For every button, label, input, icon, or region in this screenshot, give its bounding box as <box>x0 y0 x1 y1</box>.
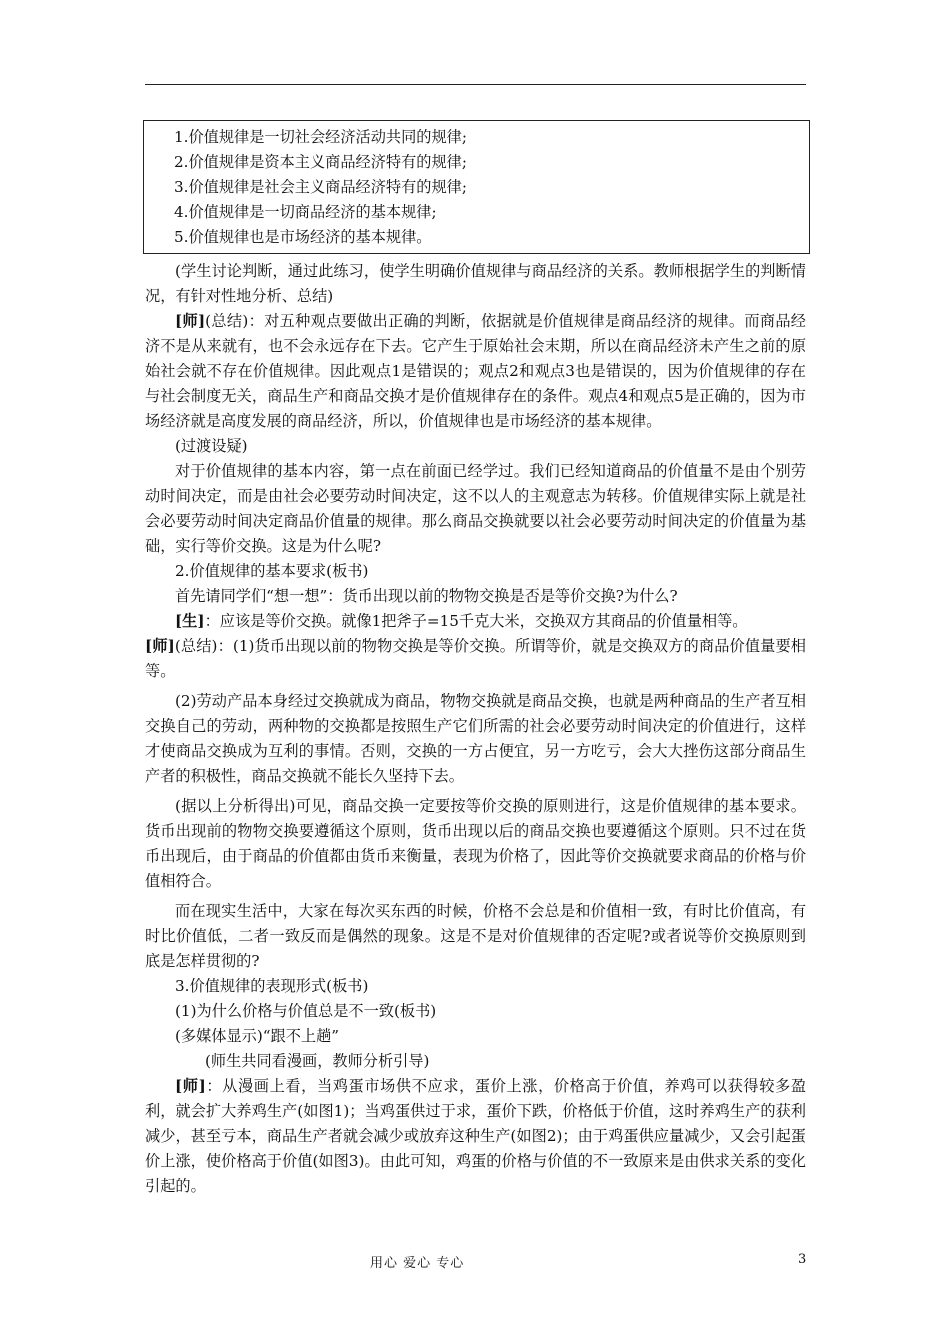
teacher-tag: [师] <box>175 1077 206 1095</box>
document-body <box>145 120 806 1199</box>
statement-3: 3.价值规律是社会主义商品经济特有的规律; <box>174 178 467 196</box>
heading-basic-requirement: 2.价值规律的基本要求(板书) <box>175 562 369 580</box>
statement-2: 2.价值规律是资本主义商品经济特有的规律; <box>174 153 467 171</box>
header-rule <box>145 84 806 85</box>
paragraph-labor-exchange: (2)劳动产品本身经过交换就成为商品，物物交换就是商品交换，也就是两种商品的生产者互相交换自己的劳动，两种物的交换都是按照生产它们所需的社会必要劳动时间决定的价值进行，这样才使商品交换成为互利的事情。否则，交换的一方占便宜，另一方吃亏，会大大挫伤这部分商品生产者的积极性，商品交换就不能长久坚持下去。 <box>145 692 806 785</box>
statement-1: 1.价值规律是一切社会经济活动共同的规律; <box>174 128 467 146</box>
paragraph-teacher-comic-analysis <box>145 1074 806 1199</box>
page-number: 3 <box>798 1252 807 1267</box>
heading-expression-form: 3.价值规律的表现形式(板书) <box>175 977 369 995</box>
paragraph-text: (总结)：对五种观点要做出正确的判断，依据就是价值规律是商品经济的规律。而商品经济不是从来就有，也不会永远存在下去。它产生于原始社会末期，所以在商品经济未产生之前的原始社会就不存在价值规律。因此观点1是错误的；观点2和观点3也是错误的，因为价值规律的存在与社会制度无关，商品生产和商品交换才是价值规律存在的条件。观点4和观点5是正确的，因为市场经济就是高度发展的商品经济，所以，价值规律也是市场经济的基本规律。 <box>145 312 806 430</box>
paragraph-text: ：从漫画上看，当鸡蛋市场供不应求，蛋价上涨，价格高于价值，养鸡可以获得较多盈利，就会扩大养鸡生产(如图1)；当鸡蛋供过于求，蛋价下跌，价格低于价值，这时养鸡生产的获利减少，甚至亏本，商品生产者就会减少或放弃这种生产(如图2)；由于鸡蛋供应量减少，又会引起蛋价上涨，使价格高于价值(如图3)。由此可知，鸡蛋的价格与价值的不一致原来是由供求关系的变化引起的。 <box>145 1077 807 1195</box>
paragraph-text: (总结)：(1)货币出现以前的物物交换是等价交换。所谓等价，就是交换双方的商品价值量要相等。 <box>145 637 806 680</box>
paragraph-basic-content: 对于价值规律的基本内容，第一点在前面已经学过。我们已经知道商品的价值量不是由个别劳动时间决定，而是由社会必要劳动时间决定，这不以人的主观意志为转移。价值规律实际上就是社会必要劳动时间决定商品价值量的规律。那么商品交换就要以社会必要劳动时间决定的价值量为基础，实行等价交换。这是为什么呢? <box>145 462 806 555</box>
paragraph-teacher-summary-2 <box>145 634 806 684</box>
paragraph-comic-note: (师生共同看漫画，教师分析引导) <box>205 1052 430 1070</box>
teacher-tag: [师] <box>145 637 175 655</box>
paragraph-think: 首先请同学们“想一想”：货币出现以前的物物交换是否是等价交换?为什么? <box>175 587 678 605</box>
paragraph-real-life: 而在现实生活中，大家在每次买东西的时候，价格不会总是和价值相一致，有时比价值高，有时比价值低，二者一致反而是偶然的现象。这是不是对价值规律的否定呢?或者说等价交换原则到底是怎样贯彻的? <box>145 902 806 970</box>
footer-slogan: 用心 爱心 专心 <box>370 1256 465 1271</box>
paragraph-text: ：应该是等价交换。就像1把斧子=15千克大米，交换双方其商品的价值量相等。 <box>204 612 748 630</box>
paragraph-student-discussion: (学生讨论判断，通过此练习，使学生明确价值规律与商品经济的关系。教师根据学生的判断情况，有针对性地分析、总结) <box>145 262 806 305</box>
statement-4: 4.价值规律是一切商品经济的基本规律; <box>174 203 437 221</box>
paragraph-transition: (过渡设疑) <box>175 437 248 455</box>
teacher-tag: [师] <box>175 312 206 330</box>
student-tag: [生] <box>175 612 205 630</box>
paragraph-multimedia: (多媒体显示)“跟不上趟” <box>175 1027 340 1045</box>
paragraph-student-answer <box>145 609 806 634</box>
statement-5: 5.价值规律也是市场经济的基本规律。 <box>174 228 432 246</box>
heading-price-value: (1)为什么价格与价值总是不一致(板书) <box>175 1002 437 1020</box>
paragraph-conclusion: (据以上分析得出)可见，商品交换一定要按等价交换的原则进行，这是价值规律的基本要求。货币出现前的物物交换要遵循这个原则，货币出现以后的商品交换也要遵循这个原则。只不过在货币出现后，由于商品的价值都由货币来衡量，表现为价格了，因此等价交换就要求商品的价格与价值相符合。 <box>145 797 806 890</box>
paragraph-teacher-summary <box>145 309 806 434</box>
statements-box <box>143 120 810 254</box>
